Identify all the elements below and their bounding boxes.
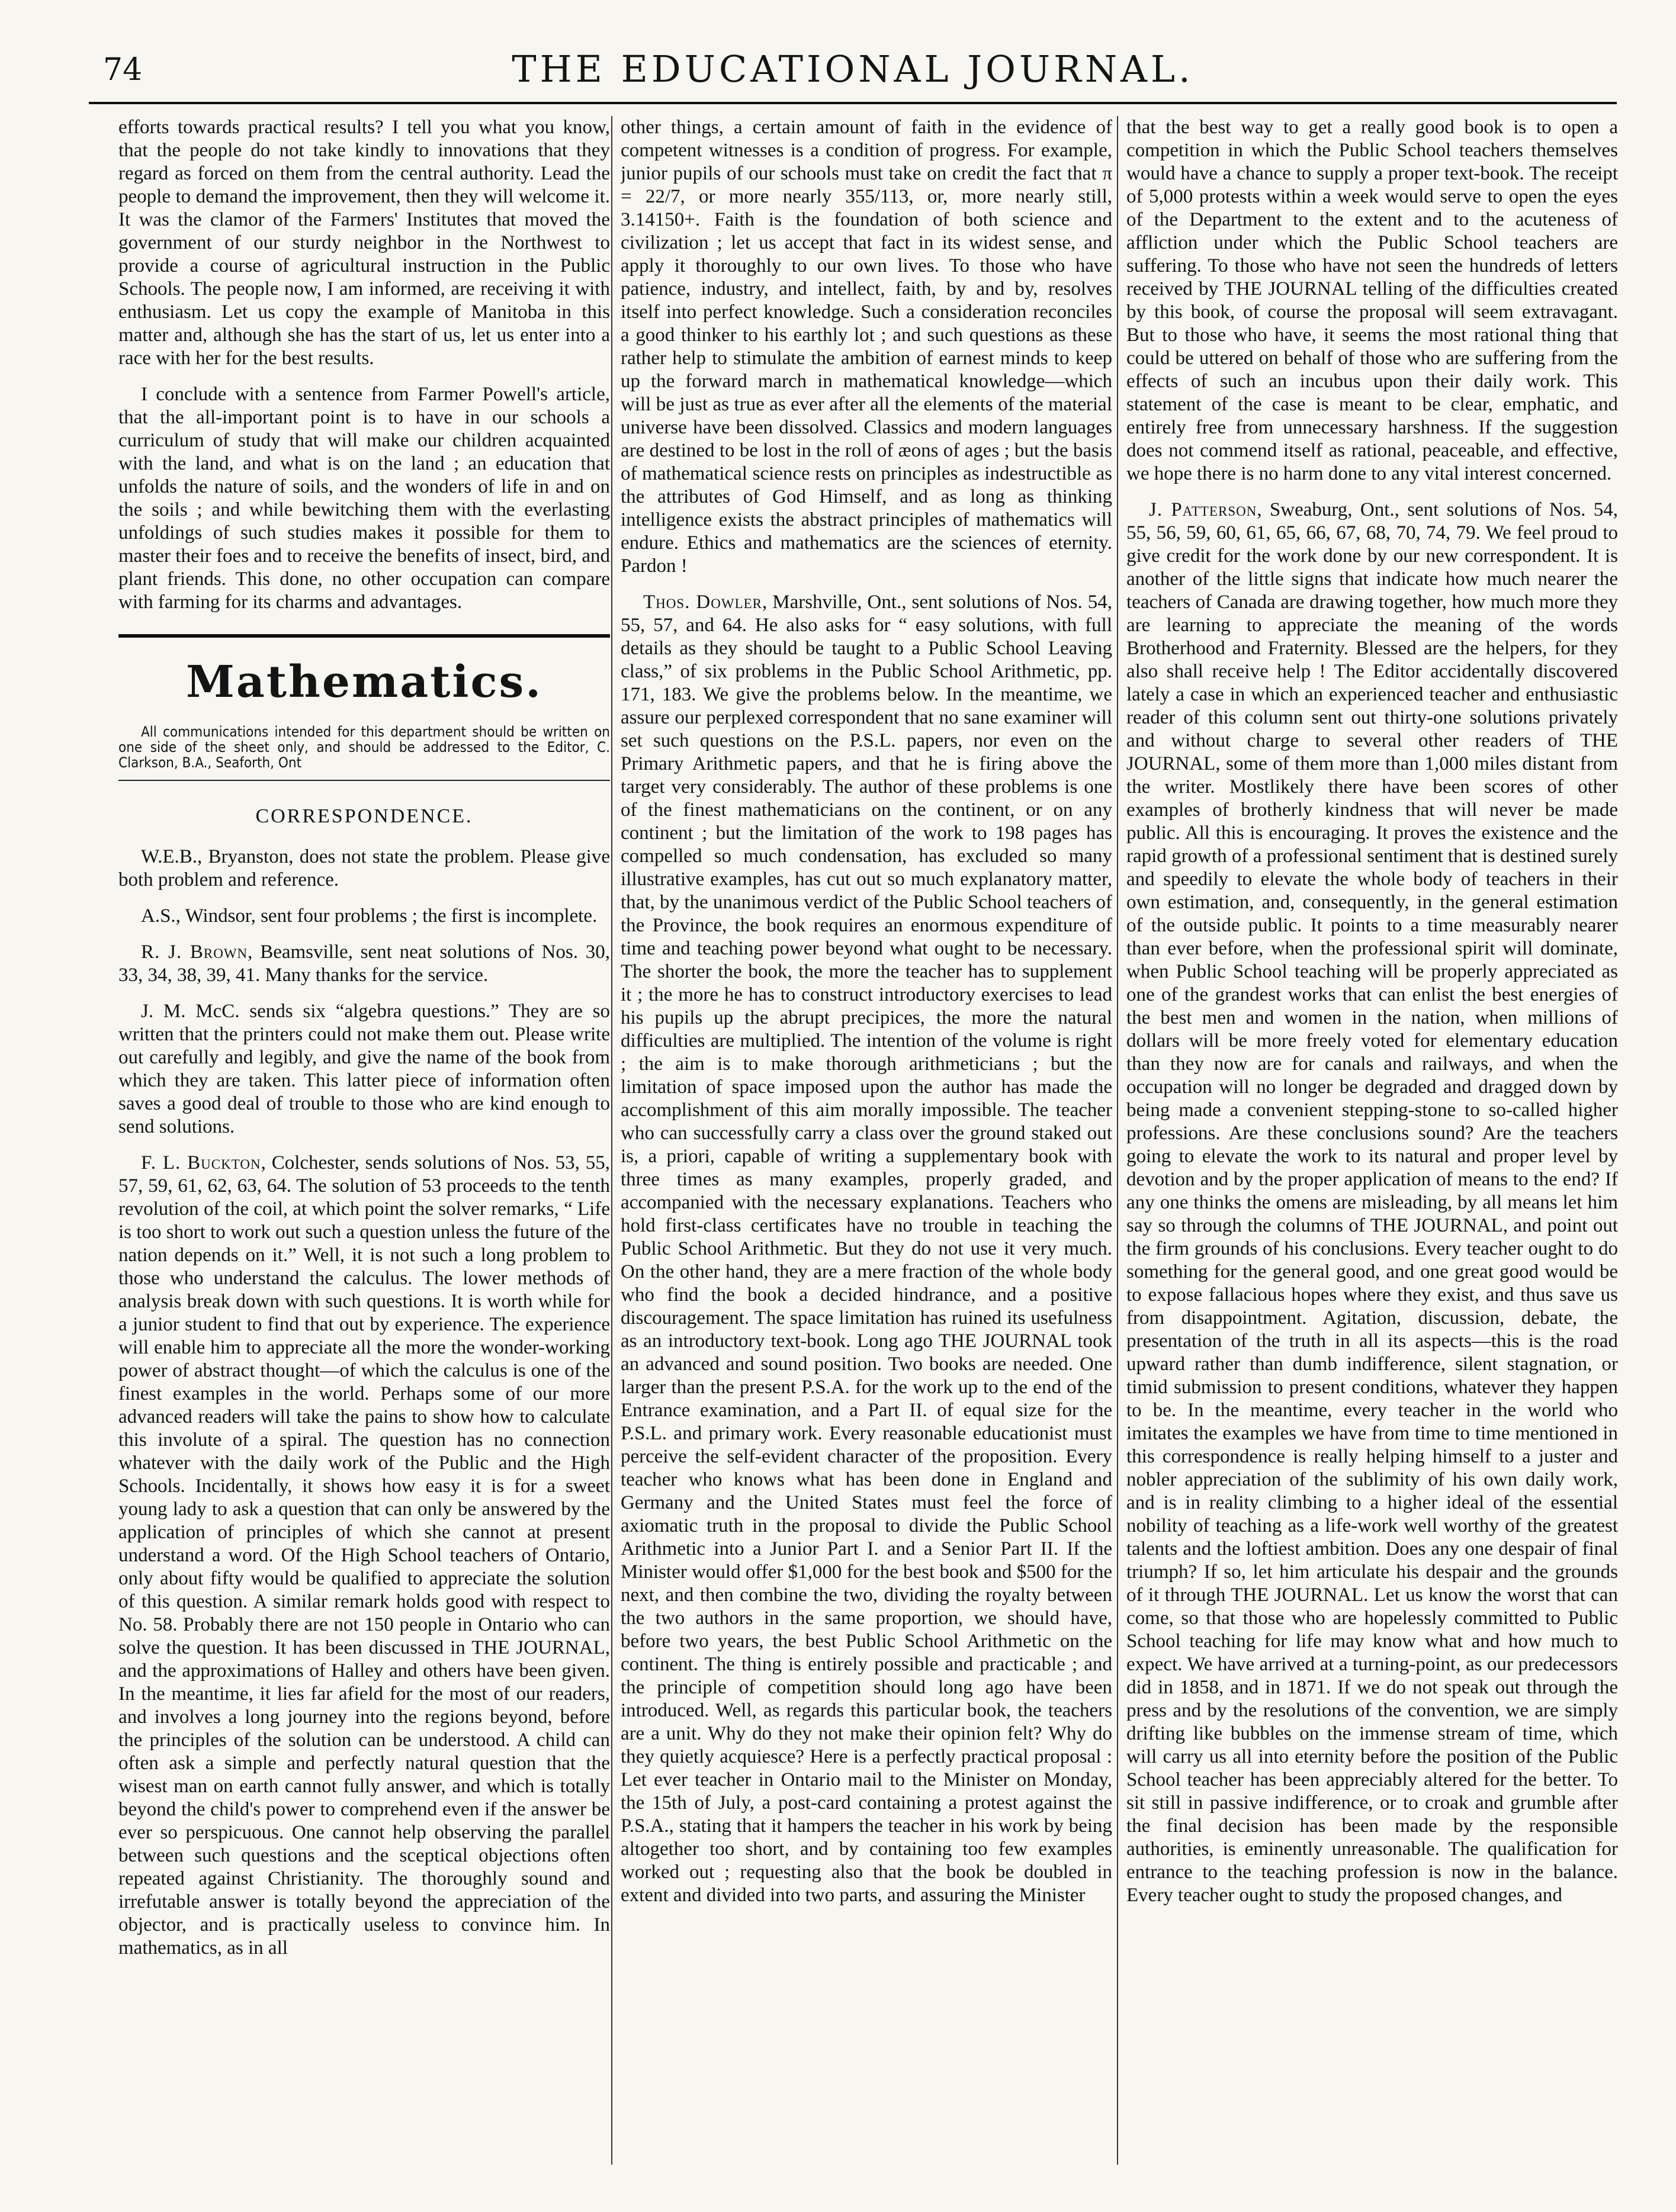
- correspondence-text: , Beamsville, sent neat solutions of Nos. 30, 33, 34, 38, 39, 41. Many thanks for the service.: [118, 941, 610, 986]
- paragraph: other things, a certain amount of faith in the evidence of competent witnesses is a condition of progress. For example, junior pupils of our schools must take on credit the fact that π = 22/7, or more nearly 355/113, or, more nearly still, 3.14150+. Faith is the foundation of both science and civilization ; let us accept that fact in its widest sense, and apply it thoroughly to our own lives. To those who have patience, industry, and intellect, faith, by and by, resolves itself into perfect knowledge. Such a consideration reconciles a good thinker to his earthly lot ; and such questions as these rather help to stimulate the ambition of earnest minds to keep up the forward march in mathematical knowledge—which will be just as true as ever after all the elements of the material universe have been dissolved. Classics and modern languages are destined to be lost in the roll of æons of ages ; but the basis of mathematical science rests on principles as indestructible as the attributes of God Himself, and as long as thinking intelligence exists the abstract principles of mathematics will endure. Ethics and mathematics are the sciences of eternity. Pardon !: [621, 117, 1112, 577]
- correspondent-name: R. J. Brown: [141, 941, 248, 963]
- paragraph: I conclude with a sentence from Farmer Powell's article, that the all-important point is to have in our schools a curriculum of study that will make our children acquainted with the land, and what is on the land ; an education that unfolds the nature of soils, and the wonders of life in and on the soils ; and while bewitching them with the everlasting unfoldings of such studies makes it possible for them to master their foes and to receive the benefits of insect, bird, and plant friends. This done, no other occupation can compare with farming for its charms and advantages.: [118, 384, 610, 613]
- paragraph: that the best way to get a really good book is to open a competition in which the Public School teachers themselves would have a chance to supply a proper text-book. The receipt of 5,000 protests within a week would serve to open the eyes of the Department to the extent and to the acuteness of affliction under which the Public School teachers are suffering. To those who have not seen the hundreds of letters received by THE JOURNAL telling of the difficulties created by this book, of course the proposal will seem extravagant. But to those who have, it seems the most rational thing that could be uttered on behalf of those who are suffering from the effects of such an incubus upon their daily work. This statement of the case is meant to be clear, emphatic, and entirely free from unnecessary harshness. If the suggestion does not commend itself as rational, peaceable, and effective, we hope there is no harm done to any vital interest concerned.: [1126, 117, 1618, 484]
- paragraph: efforts towards practical results? I tell you what you know, that the people do not take kindly to innovations that they regard as forced on them from the central authority. Lead the people to demand the improvement, then they will welcome it. It was the clamor of the Farmers' Institutes that moved the government of our sturdy neighbor in the Northwest to provide a course of agricultural instruction in the Public Schools. The people now, I am informed, are receiving it with enthusiasm. Let us copy the example of Manitoba in this matter and, although she has the start of us, let us enter into a race with her for the best results.: [118, 117, 610, 369]
- correspondence-item: J. M. McC. sends six “algebra questions.” They are so written that the printers could not make them out. Please write out carefully and legibly, and give the name of the book from which they are taken. This latter piece of information often saves a good deal of trouble to those who are kind enough to send solutions.: [118, 1001, 610, 1137]
- paragraph-text: , Marshville, Ont., sent solutions of Nos. 54, 55, 57, and 64. He also asks for “ easy solutions, with full details as they should be taught to a Public School Leaving class,” of six problems in the Public School Arithmetic, pp. 171, 183. We give the problems below. In the meantime, we assure our perplexed correspondent that no sane examiner will set such questions on the P.S.L. papers, nor even on the Primary Arithmetic papers, and that he is firing above the target very considerably. The author of these problems is one of the finest mathematicians on the continent, or on any continent ; but the limitation of the work to 198 pages has compelled so much condensation, has excluded so many illustrative examples, has cut out so much explanatory matter, that, by the unanimous verdict of the Public School teachers of the Province, the book requires an enormous expenditure of time and teaching power beyond what ought to be necessary. The shorter the book, the more the teacher has to supplement it ; the more he has to construct introductory exercises to lead his pupils up the abrupt precipices, the more the natural difficulties are multiplied. The intention of the volume is right ; the aim is to make thorough arithmeticians ; but the limitation of space imposed upon the author has made the accomplishment of this aim morally impossible. The teacher who can successfully carry a class over the ground staked out is, a priori, capable of writing a supplementary book with three times as many examples, properly graded, and accompanied with the necessary explanations. Teachers who hold first-class certificates have no trouble in teaching the Public School Arithmetic. But they do not use it very much. On the other hand, they are a mere fraction of the whole body who find the book a decided hindrance, and a positive discouragement. The space limitation has ruined its usefulness as an introductory text-book. Long ago THE JOURNAL took an advanced and sound position. Two books are needed. One larger than the present P.S.A. for the work up to the end of the Entrance examination, and a Part II. of equal size for the P.S.L. and primary work. Every reasonable educationist must perceive the self-evident character of the proposition. Every teacher who knows what has been done in England and Germany and the United States must feel the force of axiomatic truth in the proposal to divide the Public School Arithmetic into a Junior Part I. and a Senior Part II. If the Minister would offer $1,000 for the best book and $500 for the next, and then combine the two, dividing the royalty between the two authors in the same proportion, we should have, before two years, the best Public School Arithmetic on the continent. The thing is entirely possible and practicable ; and the principle of competition should long ago have been introduced. Well, as regards this particular book, the teachers are a unit. Why do they not make their opinion felt? Why do they quietly acquiesce? Here is a perfectly practical proposal : Let ever teacher in Ontario mail to the Minister on Monday, the 15th of July, a post-card containing a protest against the P.S.A., stating that it hampers the teacher in his work by being altogether too short, and by containing too few examples worked out ; requesting also that the book be doubled in extent and divided into two parts, and assuring the Minister: [621, 591, 1112, 1906]
- header-rule: [89, 102, 1617, 104]
- page-header: [89, 0, 1617, 107]
- column-2: [621, 116, 1112, 2165]
- journal-title: THE EDUCATIONAL JOURNAL.: [512, 47, 1194, 91]
- department-notice: All communications intended for this department should be written on one side of the sheet only, and should be addressed to the Editor, C. Clarkson, B.A., Seaforth, Ont: [118, 724, 610, 771]
- correspondence-text: , Colchester, sends solutions of Nos. 53, 55, 57, 59, 61, 62, 63, 64. The solution of 53 proceeds to the tenth revolution of the coil, at which point the solver remarks, “ Life is too short to work out such a question unless the future of the nation depends on it.” Well, it is not such a long problem to those who understand the calculus. The lower methods of analysis break down with such questions. It is worth while for a junior student to find that out by experience. The experience will enable him to appreciate all the more the wonder-working power of abstract thought—of which the calculus is one of the finest examples in the world. Perhaps some of our more advanced readers will take the pains to show how to calculate this involute of a spiral. The question has no connection whatever with the daily work of the Public and the High Schools. Incidentally, it shows how easy it is for a sweet young lady to ask a question that can only be answered by the application of principles of which she cannot at present understand a word. Of the High School teachers of Ontario, only about fifty would be qualified to appreciate the solution of this question. A similar remark holds good with respect to No. 58. Probably there are not 150 people in Ontario who can solve the question. It has been discussed in THE JOURNAL, and the approximations of Halley and others have been given. In the meantime, it lies far afield for the most of our readers, and involves a long journey into the regions beyond, before the principles of the solution can be understood. A child can often ask a simple and perfectly natural question that the wisest man on earth cannot fully answer, and which is totally beyond the child's power to comprehend even if the answer be ever so perspicuous. One cannot help observing the parallel between such questions and the sceptical objections often repeated against Christianity. The thoroughly sound and irrefutable answer is totally beyond the appreciation of the objector, and is practically useless to convince him. In mathematics, as in all: [118, 1152, 610, 1959]
- correspondent-name: F. L. Buckton: [141, 1152, 261, 1173]
- column-3: [1126, 116, 1618, 2165]
- correspondence-item: [118, 941, 610, 987]
- correspondent-name: Thos. Dowler: [643, 591, 763, 613]
- notice-rule: [118, 780, 610, 781]
- column-divider: [611, 116, 612, 2165]
- section-rule: [118, 634, 610, 638]
- paragraph-text: , Sweaburg, Ont., sent solutions of Nos. 54, 55, 56, 59, 60, 61, 65, 66, 67, 68, 70, 74, 79. We feel proud to give credit for the work done by our new correspondent. It is another of the little signs that indicate how much nearer the teachers of Canada are drawing together, how much more they are learning to appreciate the meaning of the words Brotherhood and Fraternity. Blessed are the helpers, for they also shall receive help ! The Editor accidentally discovered lately a case in which an experienced teacher and enthusiastic reader of this column sent out thirty-one solutions privately and without charge to several other readers of THE JOURNAL, some of them more than 1,000 miles distant from the writer. Mostlikely there have been scores of other examples of brotherly kindness that will never be made public. All this is encouraging. It proves the existence and the rapid growth of a professional sentiment that is destined surely and speedily to elevate the whole body of teachers in their own estimation, and, consequently, in the general estimation of the outside public. It points to a time measurably nearer than ever before, when the professional spirit will dominate, when Public School teaching will be properly appreciated as one of the grandest works that can enlist the best energies of the best men and women in the nation, when millions of dollars will be more freely voted for elementary education than they now are for canals and railways, and when the occupation will no longer be degraded and dragged down by being made a convenient stepping-stone to so-called higher professions. Are these conclusions sound? Are the teachers going to elevate the work to its natural and proper level by devotion and by the proper application of means to the end? If any one thinks the omens are misleading, by all means let him say so through the columns of THE JOURNAL, and point out the firm grounds of his conclusions. Every teacher ought to do something for the general good, and one great good would be to expose fallacious hopes where they exist, and thus save us from disappointment. Agitation, discussion, debate, the presentation of the truth in all its aspects—this is the road upward rather than dumb indifference, silent stagnation, or timid submission to present conditions, whatever they happen to be. In the meantime, every teacher in the world who imitates the examples we have from time to time mentioned in this correspondence is really helping himself to a juster and nobler appreciation of the sublimity of his own daily work, and is in reality climbing to a higher ideal of the essential nobility of teaching as a life-work well worthy of the greatest talents and the loftiest ambition. Does any one despair of final triumph? If so, let him articulate his despair and the grounds of it through THE JOURNAL. Let us know the worst that can come, so that those who are hopelessly committed to Public School teaching for life may know what and how much to expect. We have arrived at a turning-point, as our predecessors did in 1858, and in 1871. If we do not speak out through the press and by the resolutions of the convention, we are simply drifting like bubbles on the immense stream of time, which will carry us all into eternity before the position of the Public School teacher has been appreciably altered for the better. To sit still in passive indifference, or to croak and grumble after the final decision has been made by the responsible authorities, is eminently unreasonable. The qualification for entrance to the teaching profession is now in the balance. Every teacher ought to study the proposed changes, and: [1126, 499, 1618, 1906]
- correspondence-item: W.E.B., Bryanston, does not state the problem. Please give both problem and reference.: [118, 846, 610, 890]
- column-1: [118, 116, 610, 2165]
- paragraph: [621, 591, 1112, 1907]
- correspondence-heading: CORRESPONDENCE.: [255, 805, 473, 827]
- correspondence-item: [118, 1152, 610, 1960]
- correspondence-item: A.S., Windsor, sent four problems ; the first is incomplete.: [141, 905, 598, 927]
- column-divider: [1117, 116, 1118, 2165]
- section-title: Mathematics.: [186, 657, 542, 708]
- correspondent-name: J. Patterson: [1149, 499, 1257, 520]
- paragraph: [1126, 499, 1618, 1907]
- page-number: 74: [103, 52, 143, 88]
